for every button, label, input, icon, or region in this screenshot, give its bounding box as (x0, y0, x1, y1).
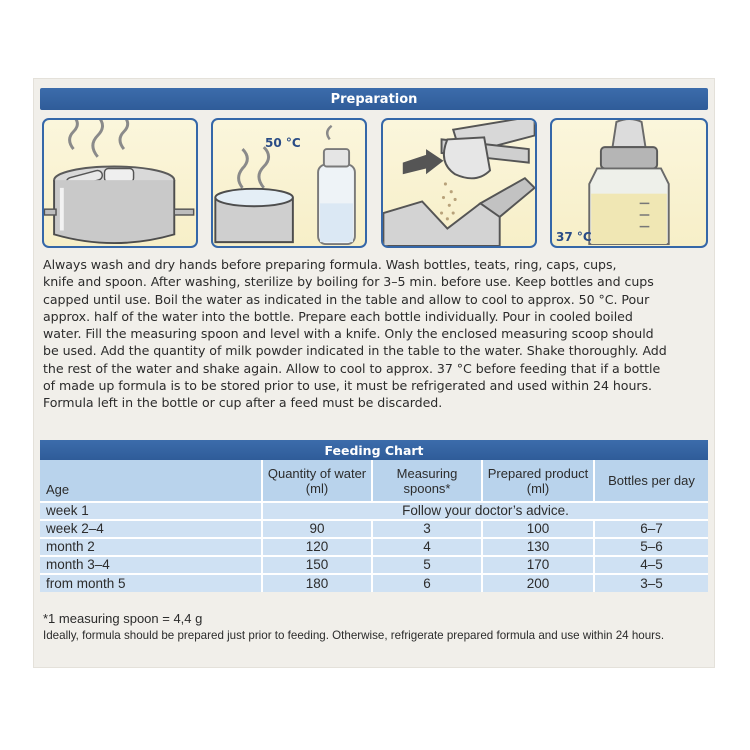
storage-note: Ideally, formula should be prepared just prior to feeding. Otherwise, refrigerate prepared formula and use within 24 hours. (43, 629, 665, 642)
cell-age: month 3–4 (40, 556, 262, 574)
cell-age: week 2–4 (40, 520, 262, 538)
cell-doctor-advice: Follow your doctor’s advice. (262, 502, 708, 520)
cell-water: 90 (262, 520, 372, 538)
cell-bottles: 4–5 (594, 556, 708, 574)
cell-age: week 1 (40, 502, 262, 520)
temperature-label-37: 37 °C (556, 230, 592, 244)
cell-spoons: 6 (372, 574, 482, 592)
header-water: Quantity of water (ml) (262, 460, 372, 502)
feeding-chart-table (40, 460, 708, 592)
instruction-line: Always wash and dry hands before preparing formula. Wash bottles, teats, ring, caps, cups, (43, 257, 617, 272)
header-spoons: Measuring spoons* (372, 460, 482, 502)
step-measure-powder (381, 118, 537, 248)
instruction-line: the rest of the water and shake again. Allow to cool to approx. 37 °C before feeding that if a bottle (43, 360, 661, 376)
cell-bottles: 3–5 (594, 574, 708, 592)
cell-water: 180 (262, 574, 372, 592)
temperature-label-50: 50 °C (265, 136, 301, 150)
feeding-chart-banner: Feeding Chart (40, 440, 708, 460)
sterilizing-pot-icon (44, 120, 196, 246)
instruction-line: water. Fill the measuring spoon and level with a knife. Only the enclosed measuring scoop should (43, 326, 654, 342)
instruction-line: be used. Add the quantity of milk powder indicated in the table to the water. Shake thoroughly. Add (43, 343, 667, 359)
table-row (40, 574, 708, 592)
cell-age: month 2 (40, 538, 262, 556)
step-cool-bottle (550, 118, 708, 248)
instruction-line: knife and spoon. After washing, sterilize by boiling for 3–5 min. before use. Keep bottles and cups (43, 274, 654, 290)
cell-product: 130 (482, 538, 594, 556)
table-row (40, 538, 708, 556)
cell-spoons: 5 (372, 556, 482, 574)
preparation-instructions (43, 256, 711, 412)
step-boil-water (211, 118, 367, 248)
table-row (40, 556, 708, 574)
cell-product: 200 (482, 574, 594, 592)
cell-age: from month 5 (40, 574, 262, 592)
header-bottles: Bottles per day (594, 460, 708, 502)
cell-bottles: 6–7 (594, 520, 708, 538)
header-product: Prepared product (ml) (482, 460, 594, 502)
measuring-spoon-footnote: *1 measuring spoon = 4,4 g (43, 611, 203, 626)
instruction-line: capped until use. Boil the water as indicated in the table and allow to cool to approx. 50 °C. Pour (43, 291, 650, 307)
header-age: Age (40, 460, 262, 502)
preparation-banner: Preparation (40, 88, 708, 110)
cell-product: 100 (482, 520, 594, 538)
cell-water: 150 (262, 556, 372, 574)
feeding-bottle-icon (552, 120, 706, 246)
instruction-line: Formula left in the bottle or cup after a feed must be discarded. (43, 395, 443, 411)
step-sterilize (42, 118, 198, 248)
instruction-line: of made up formula is to be stored prior to use, it must be refrigerated and used within 24 hours. (43, 378, 652, 394)
table-header-row (40, 460, 708, 502)
table-row (40, 502, 708, 520)
instruction-line: approx. half of the water into the bottle. Prepare each bottle individually. Pour in cooled boiled (43, 308, 633, 324)
cell-bottles: 5–6 (594, 538, 708, 556)
measuring-scoop-icon (383, 120, 535, 246)
cell-product: 170 (482, 556, 594, 574)
cell-spoons: 3 (372, 520, 482, 538)
cell-spoons: 4 (372, 538, 482, 556)
cell-water: 120 (262, 538, 372, 556)
table-row (40, 520, 708, 538)
